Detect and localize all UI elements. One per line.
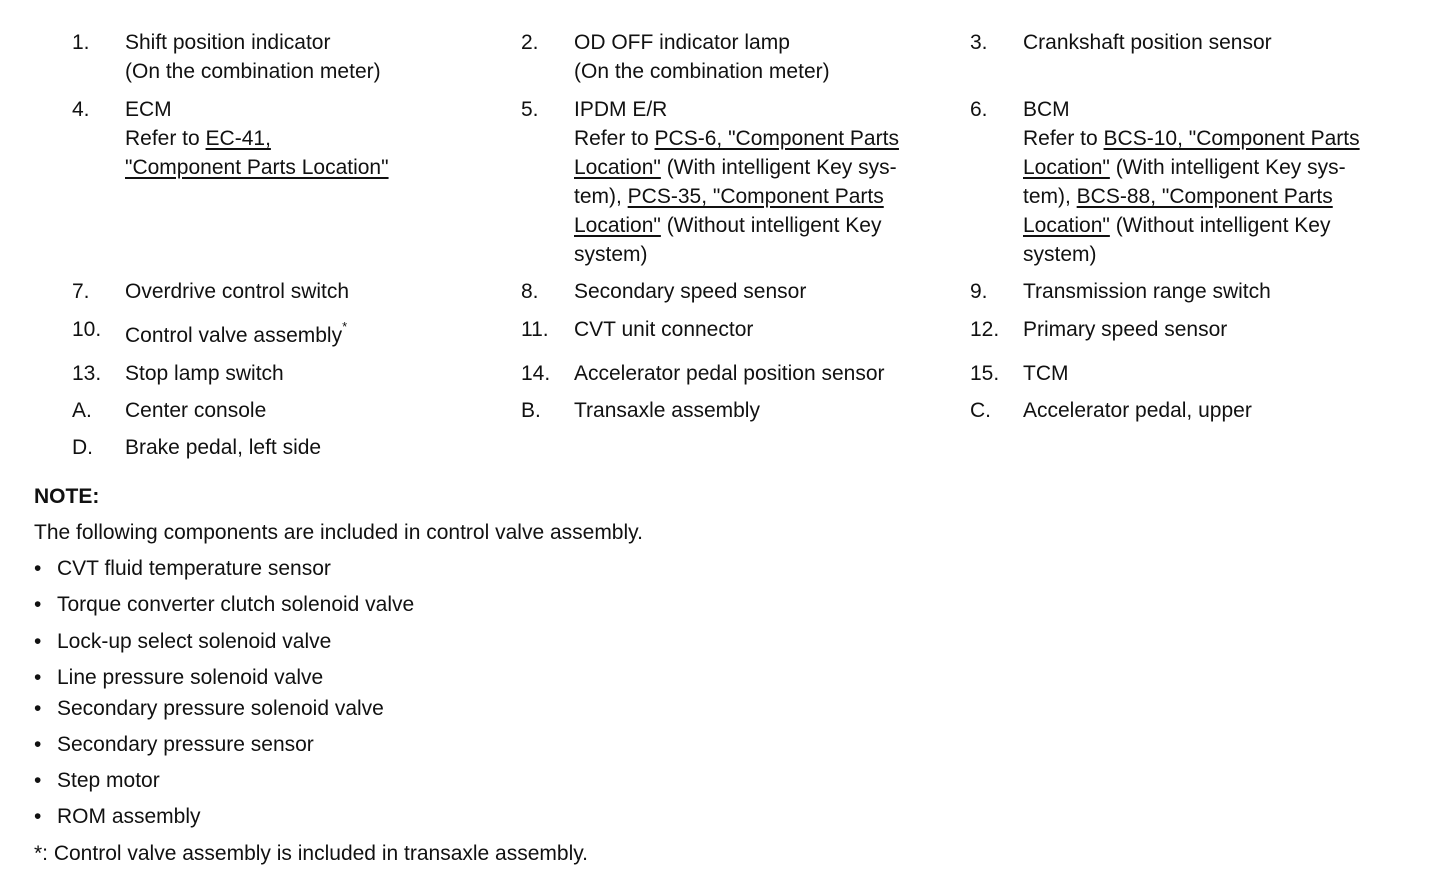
legend-number: 9. xyxy=(970,280,988,303)
legend-sublabel: (On the combination meter) xyxy=(125,60,381,83)
legend-number: 6. xyxy=(970,98,988,121)
reference-text: tem), xyxy=(1023,185,1077,208)
legend-label: Transmission range switch xyxy=(1023,280,1271,303)
legend-letter: A. xyxy=(72,399,92,422)
legend-label: Shift position indicator xyxy=(125,31,331,54)
note-intro: The following components are included in control valve assembly. xyxy=(34,521,643,544)
legend-number: 4. xyxy=(72,98,90,121)
legend-number: 12. xyxy=(970,318,1000,341)
legend-label: TCM xyxy=(1023,362,1069,385)
bullet-icon: • xyxy=(34,666,42,689)
reference-text: tem), xyxy=(574,185,628,208)
legend-label: Accelerator pedal, upper xyxy=(1023,399,1252,422)
legend-number: 11. xyxy=(521,318,549,341)
bullet-icon: • xyxy=(34,805,42,828)
legend-label: Secondary speed sensor xyxy=(574,280,807,303)
list-item-text: Torque converter clutch solenoid valve xyxy=(57,593,415,616)
reference-link-pcs-35-location[interactable]: Location" xyxy=(574,214,661,237)
legend-label: Primary speed sensor xyxy=(1023,318,1228,341)
legend-label: ECM xyxy=(125,98,172,121)
legend-letter: B. xyxy=(521,399,541,422)
legend-number: 15. xyxy=(970,362,1000,385)
reference-text: system) xyxy=(1023,243,1097,266)
legend-label: Control valve assembly xyxy=(125,324,343,347)
legend-letter: D. xyxy=(72,436,93,459)
reference-link-bcs-10[interactable]: BCS-10, "Component Parts xyxy=(1103,127,1360,150)
reference-link-ec-41[interactable]: EC-41, xyxy=(205,127,271,150)
list-item-text: Line pressure solenoid valve xyxy=(57,666,324,689)
reference-link-bcs-88[interactable]: BCS-88, "Component Parts xyxy=(1076,185,1333,208)
legend-number: 7. xyxy=(72,280,90,303)
bullet-icon: • xyxy=(34,733,42,756)
reference-text: (Without intelligent Key xyxy=(660,214,882,237)
legend-label: Transaxle assembly xyxy=(574,399,760,422)
legend-number: 2. xyxy=(521,31,539,54)
reference-text: system) xyxy=(574,243,648,266)
bullet-icon: • xyxy=(34,557,42,580)
legend-label: Center console xyxy=(125,399,267,422)
reference-text: (With intelligent Key sys- xyxy=(1109,156,1346,179)
reference-prefix: Refer to xyxy=(574,127,655,150)
list-item-text: CVT fluid temperature sensor xyxy=(57,557,331,580)
list-item-text: Secondary pressure solenoid valve xyxy=(57,697,384,720)
note-heading: NOTE: xyxy=(34,485,100,508)
legend-label: Accelerator pedal position sensor xyxy=(574,362,885,385)
bullet-icon: • xyxy=(34,697,42,720)
legend-sublabel: (On the combination meter) xyxy=(574,60,830,83)
list-item-text: Step motor xyxy=(57,769,160,792)
reference-link-bcs-10-location[interactable]: Location" xyxy=(1023,156,1110,179)
reference-prefix: Refer to xyxy=(125,127,206,150)
list-item-text: Lock-up select solenoid valve xyxy=(57,630,332,653)
reference-text: (With intelligent Key sys- xyxy=(660,156,897,179)
reference-link-bcs-88-location[interactable]: Location" xyxy=(1023,214,1110,237)
legend-label: Overdrive control switch xyxy=(125,280,350,303)
legend-number: 13. xyxy=(72,362,102,385)
legend-number: 14. xyxy=(521,362,551,385)
legend-number: 8. xyxy=(521,280,539,303)
bullet-icon: • xyxy=(34,593,42,616)
legend-number: 3. xyxy=(970,31,988,54)
reference-link-pcs-35[interactable]: PCS-35, "Component Parts xyxy=(627,185,884,208)
bullet-icon: • xyxy=(34,769,42,792)
legend-label: IPDM E/R xyxy=(574,98,668,121)
legend-label: CVT unit connector xyxy=(574,318,754,341)
legend-letter: C. xyxy=(970,399,991,422)
footnote: *: Control valve assembly is included in transaxle assembly. xyxy=(34,842,589,865)
legend-label: Crankshaft position sensor xyxy=(1023,31,1272,54)
footnote-marker: * xyxy=(342,319,348,334)
legend-label: Brake pedal, left side xyxy=(125,436,322,459)
legend-label: Stop lamp switch xyxy=(125,362,284,385)
reference-prefix: Refer to xyxy=(1023,127,1104,150)
list-item-text: ROM assembly xyxy=(57,805,201,828)
legend-label: BCM xyxy=(1023,98,1070,121)
legend-number: 1. xyxy=(72,31,90,54)
legend-label: OD OFF indicator lamp xyxy=(574,31,790,54)
reference-text: (Without intelligent Key xyxy=(1109,214,1331,237)
legend-number: 5. xyxy=(521,98,539,121)
reference-link-ec-41-location[interactable]: "Component Parts Location" xyxy=(125,156,389,179)
reference-link-pcs-6[interactable]: PCS-6, "Component Parts xyxy=(654,127,899,150)
reference-link-pcs-6-location[interactable]: Location" xyxy=(574,156,661,179)
bullet-icon: • xyxy=(34,630,42,653)
legend-number: 10. xyxy=(72,318,102,341)
list-item-text: Secondary pressure sensor xyxy=(57,733,314,756)
